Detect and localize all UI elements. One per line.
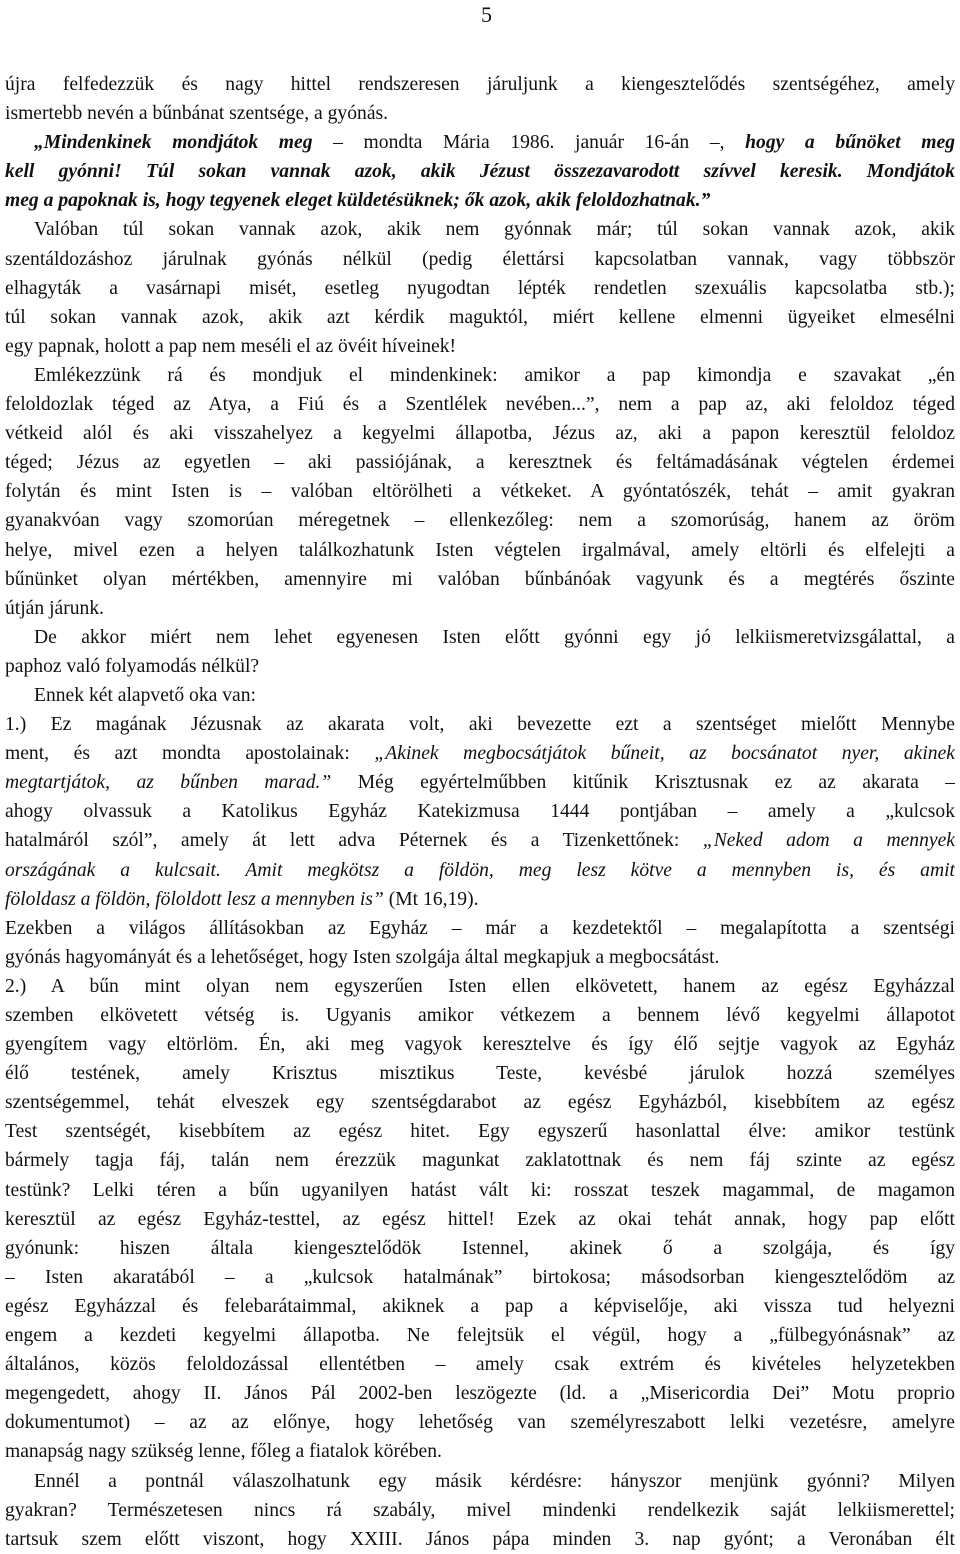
text-line: [5, 506, 955, 535]
text-line: [5, 943, 955, 972]
text-line: [5, 390, 955, 419]
text-segment: „Mindenkinek mondjátok meg: [34, 132, 313, 154]
text-segment: hatalmáról szól”, amely át lett adva Péternek és a Tizenkettőnek:: [5, 830, 703, 852]
text-segment: „Akinek megbocsátjátok bűneit, az bocsánatot nyer, akinek: [374, 743, 955, 765]
text-segment: elhagyták a vasárnapi misét, esetleg nyugodtan lépték rendetlen szexuális kapcsolatba stb.);: [5, 277, 955, 299]
text-line: [5, 332, 955, 361]
text-segment: téged; Jézus az egyetlen – aki passiójának, a keresztnek és feltámadásának végtelen érdemei: [5, 452, 955, 474]
text-segment: élő testének, amely Krisztus misztikus Teste, kevésbé járulok hozzá személyes: [5, 1063, 955, 1085]
text-segment: Valóban túl sokan vannak azok, akik nem gyónnak már; túl sokan vannak azok, akik: [34, 219, 955, 241]
text-line: [5, 1350, 955, 1379]
page-number: 5: [481, 2, 492, 27]
text-segment: paphoz való folyamodás nélkül?: [5, 655, 260, 677]
text-line: [5, 1408, 955, 1437]
text-segment: bármely tagja fáj, talán nem érezzük magunkat zaklatottnak és nem fáj szinte az egész: [5, 1150, 955, 1172]
text-segment: – mondta Mária 1986. január 16-án –,: [312, 132, 746, 154]
text-segment: De akkor miért nem lehet egyenesen Isten előtt gyónni egy jó lelkiismeretvizsgálattal, a: [34, 626, 955, 648]
text-segment: helye, mivel ezen a helyen találkozhatunk Isten végtelen irgalmával, amely eltörli és elfelejti a: [5, 539, 955, 561]
text-segment: országának a kulcsait. Amit megkötsz a földön, meg lesz kötve a mennyben is, és amit: [5, 859, 955, 881]
text-line: [5, 1205, 955, 1234]
text-segment: szemben elkövetett vétség is. Ugyanis amikor vétkezem a bennem lévő kegyelmi állapotot: [5, 1005, 955, 1026]
text-segment: megtartjátok, az bűnben marad.”: [5, 772, 332, 794]
text-line: [5, 1525, 955, 1554]
text-segment: – Isten akaratából – a „kulcsok hatalmának” birtokosa; másodsorban kiengesztelődöm az: [5, 1266, 955, 1288]
text-segment: bűnünket olyan mértékben, amennyire mi valóban bűnbánóak vagyunk és a megtérés őszinte: [5, 568, 955, 590]
text-line: [5, 70, 955, 99]
text-line: [5, 186, 955, 215]
text-line: [5, 536, 955, 565]
text-segment: folytán és mint Isten is – valóban eltörölheti a vétkeket. A gyóntatószék, tehát – amit gyakran: [5, 481, 955, 503]
text-segment: Emlékezzünk rá és mondjuk el mindenkinek: amikor a pap kimondja e szavakat „én: [34, 364, 955, 386]
text-segment: Test szentségét, kisebbítem az egész hitet. Egy egyszerű hasonlattal élve: amikor testünk: [5, 1121, 955, 1143]
text-line: [5, 768, 955, 797]
text-line: [5, 856, 955, 885]
text-segment: feloldozlak téged az Atya, a Fiú és a Szentlélek nevében...”, nem a pap az, aki feloldoz téged: [5, 394, 955, 416]
text-line: [5, 623, 955, 652]
text-segment: Még egyértelműbben kitűnik Krisztusnak ez az akarata –: [331, 772, 955, 794]
text-line: [5, 914, 955, 943]
text-segment: manapság nagy szükség lenne, főleg a fiatalok körében.: [5, 1441, 442, 1463]
text-segment: dokumentumot) – az az előnye, hogy lehetőség van személyreszabott lelki vezetésre, amelyre: [5, 1412, 955, 1434]
text-segment: gyónás hagyományát és a lehetőséget, hogy Isten szolgája által megkapjuk a megbocsátást.: [5, 946, 720, 968]
text-segment: útján járunk.: [5, 597, 105, 619]
text-segment: keresztül az egész Egyház-testtel, az egész hittel! Ezek az okai tehát annak, hogy pap előtt: [5, 1208, 955, 1230]
text-line: [5, 1088, 955, 1117]
text-segment: vétkeid alól és aki visszahelyez a kegyelmi állapotba, Jézus az, aki a papon keresztül feloldoz: [5, 423, 955, 445]
text-line: [5, 1001, 955, 1030]
text-line: [5, 710, 955, 739]
text-line: [5, 739, 955, 768]
text-segment: testünk? Lelki téren a bűn ugyanilyen hatást vált ki: rosszat teszek magammal, de magamon: [5, 1179, 955, 1201]
text-segment: föloldasz a földön, föloldott lesz a mennyben is”: [5, 888, 384, 910]
text-line: [5, 477, 955, 506]
text-segment: újra felfedezzük és nagy hittel rendszeresen járuljunk a kiengesztelődés szentségéhez, amely: [5, 74, 955, 95]
text-segment: egész Egyházzal és felebarátaimmal, akiknek a pap a képviselője, aki vissza tud helyezni: [5, 1295, 955, 1317]
text-line: [5, 1321, 955, 1350]
text-line: [5, 1234, 955, 1263]
text-segment: 2.) A bűn mint olyan nem egyszerűen Isten ellen elkövetett, hanem az egész Egyházzal: [5, 975, 955, 997]
text-segment: 1.) Ez magának Jézusnak az akarata volt, aki bevezette ezt a szentséget mielőtt Mennybe: [5, 714, 955, 736]
text-line: [5, 1379, 955, 1408]
text-segment: tartsuk szem előtt viszont, hogy XXIII. János pápa minden 3. nap gyónt; a Veronában élt: [5, 1528, 955, 1550]
text-line: [5, 419, 955, 448]
text-line: [5, 215, 955, 244]
text-line: [5, 652, 955, 681]
text-line: [5, 1437, 955, 1466]
text-line: [5, 361, 955, 390]
text-segment: engem a kezdeti kegyelmi állapotba. Ne felejtsük el végül, hogy a „fülbegyónásnak” az: [5, 1325, 955, 1347]
text-line: [5, 1146, 955, 1175]
text-line: [5, 1467, 955, 1496]
text-line: [5, 1030, 955, 1059]
text-segment: egy papnak, holott a pap nem meséli el az övéit híveinek!: [5, 335, 457, 357]
text-line: [5, 274, 955, 303]
text-line: [5, 1176, 955, 1205]
text-segment: Ennek két alapvető oka van:: [34, 684, 256, 706]
text-segment: gyanakvóan vagy szomorúan méregetnek – ellenkezőleg: nem a szomorúság, hanem az öröm: [5, 510, 955, 532]
text-segment: ment, és azt mondta apostolainak:: [5, 743, 375, 765]
text-segment: ahogy olvassuk a Katolikus Egyház Katekizmusa 1444 pontjában – amely a „kulcsok: [5, 801, 955, 823]
text-line: [5, 245, 955, 274]
text-line: [5, 157, 955, 186]
text-line: [5, 128, 955, 157]
text-line: [5, 1059, 955, 1088]
text-line: [5, 826, 955, 855]
text-line: [5, 1117, 955, 1146]
text-segment: általános, közös feloldozással ellentétben – amely csak extrém és kivételes helyzetekben: [5, 1354, 955, 1376]
text-line: [5, 972, 955, 1001]
text-segment: Ezekben a világos állításokban az Egyház – már a kezdetektől – megalapította a szentségi: [5, 917, 955, 939]
text-line: [5, 303, 955, 332]
text-segment: hogy a bűnöket meg: [745, 132, 955, 154]
text-segment: megengedett, ahogy II. János Pál 2002-ben leszögezte (ld. a „Misericordia Dei” Motu proprio: [5, 1383, 955, 1405]
text-segment: gyengítem vagy eltörlöm. Én, aki meg vagyok keresztelve és így élő sejtje vagyok az Egyház: [5, 1034, 955, 1056]
text-line: [5, 1292, 955, 1321]
text-line: [5, 448, 955, 477]
text-segment: gyónunk: hiszen általa kiengesztelődök Istennel, akinek ő a szolgája, és így: [5, 1237, 955, 1259]
text-line: [5, 1263, 955, 1292]
text-line: [5, 797, 955, 826]
text-segment: kell gyónni! Túl sokan vannak azok, akik Jézust összezavarodott szívvel keresik. Mondjátok: [5, 161, 955, 183]
text-segment: szentáldozáshoz járulnak gyónás nélkül (pedig élettársi kapcsolatban vannak, vagy többször: [5, 248, 955, 270]
text-segment: Ennél a pontnál válaszolhatunk egy másik kérdésre: hányszor menjünk gyónni? Milyen: [34, 1470, 955, 1492]
text-segment: gyakran? Természetesen nincs rá szabály, mivel mindenki rendelkezik saját lelkiismerettel;: [5, 1499, 955, 1521]
text-segment: ismertebb nevén a bűnbánat szentsége, a gyónás.: [5, 103, 389, 125]
text-segment: meg a papoknak is, hogy tegyenek eleget küldetésüknek; ők azok, akik feloldozhatnak.”: [5, 190, 711, 212]
text-line: [5, 594, 955, 623]
text-line: [5, 681, 955, 710]
text-segment: „Neked adom a mennyek: [702, 830, 955, 852]
text-line: [5, 885, 955, 914]
text-line: [5, 1496, 955, 1525]
text-segment: szentségemmel, tehát elveszek egy szentségdarabot az egész Egyházból, kisebbítem az egész: [5, 1092, 955, 1114]
text-segment: (Mt 16,19).: [383, 888, 479, 910]
text-line: [5, 99, 955, 128]
text-segment: túl sokan vannak azok, akik azt kérdik maguktól, miért kellene elmenni ügyeiket elmesélni: [5, 306, 955, 328]
text-line: [5, 565, 955, 594]
document-body: [5, 70, 955, 1554]
